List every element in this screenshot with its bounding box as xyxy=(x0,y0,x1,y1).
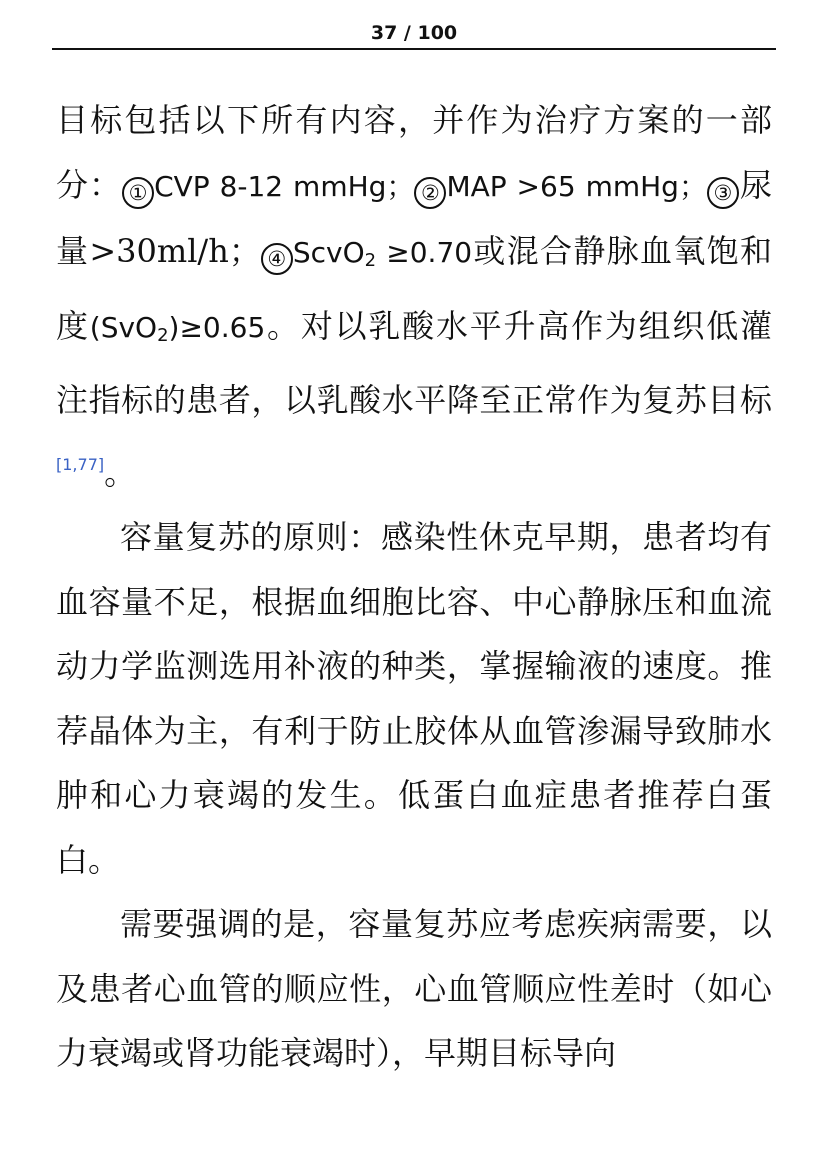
scvo2-value: ≥0.70 xyxy=(376,236,473,269)
text-segment: 。 xyxy=(104,453,137,492)
text-segment: 或混合静脉血氧饱和度 xyxy=(56,232,772,345)
header-divider xyxy=(52,48,776,50)
map-criterion: MAP >65 mmHg； xyxy=(446,169,707,203)
citation-link[interactable]: [1,77] xyxy=(56,454,105,474)
svo2-value: )≥0.65 xyxy=(168,310,266,344)
cvp-criterion: CVP 8-12 mmHg； xyxy=(154,169,415,203)
circled-number-4: ④ xyxy=(261,243,293,275)
subscript-2: 2 xyxy=(157,324,169,346)
page-number: 37 / 100 xyxy=(370,22,458,44)
circled-number-1: ① xyxy=(122,177,154,209)
circled-number-2: ② xyxy=(414,177,446,209)
svo2-label: (SvO xyxy=(89,310,158,344)
text-segment: 。对以乳酸水平升高作为组织低灌注指标的患者，以乳酸水平降至正常作为复苏目标 xyxy=(56,306,772,419)
subscript-2: 2 xyxy=(364,250,377,271)
circled-number-3: ③ xyxy=(707,177,739,209)
urine-criterion: 尿量>30ml/h； xyxy=(56,165,772,270)
document-body xyxy=(56,88,772,1086)
paragraph-volume-principles: 容量复苏的原则：感染性休克早期，患者均有血容量不足，根据血细胞比容、中心静脉压和血流动力学监测选用补液的种类，掌握输液的速度。推荐晶体为主，有利于防止胶体从血管渗漏导致肺水肿和心力衰竭的发生。低蛋白血症患者推荐白蛋白。 xyxy=(56,518,772,879)
paragraph-emphasis: 需要强调的是，容量复苏应考虑疾病需要，以及患者心血管的顺应性，心血管顺应性差时（如心力衰竭或肾功能衰竭时），早期目标导向 xyxy=(56,905,772,1072)
scvo2-label: ScvO xyxy=(292,236,365,269)
text-segment: 目标包括以下所有内容，并作为治疗方案的一部分： xyxy=(56,101,772,204)
paragraph-resuscitation-goals xyxy=(56,88,772,505)
